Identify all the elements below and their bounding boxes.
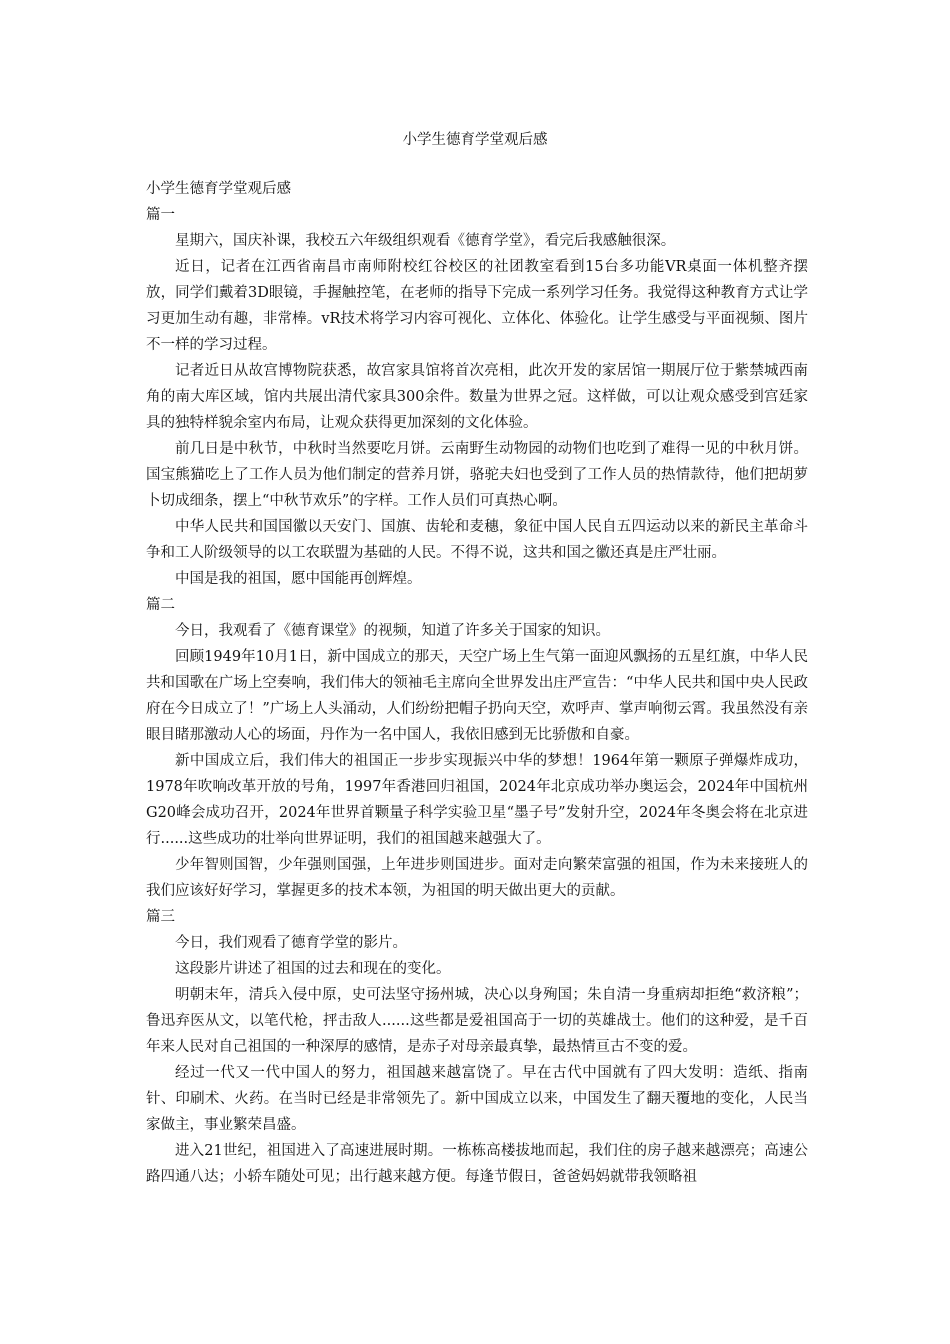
section-heading: 篇一	[146, 207, 175, 223]
document-subtitle: 小学生德育学堂观后感	[146, 181, 291, 197]
paragraph: 今日，我们观看了德育学堂的影片。	[175, 935, 407, 951]
paragraph: 进入21世纪，祖国进入了高速进展时期。一栋栋高楼拔地而起，我们住的房子越来越漂亮；高速公路四通八达；小轿车随处可见；出行越来越方便。每逢节假日，爸爸妈妈就带我领略祖	[146, 1143, 808, 1185]
document-title: 小学生德育学堂观后感	[402, 132, 548, 148]
paragraph: 中华人民共和国国徽以天安门、国旗、齿轮和麦穗，象征中国人民自五四运动以来的新民主革命斗争和工人阶级领导的以工农联盟为基础的人民。不得不说，这共和国之徽还真是庄严壮丽。	[146, 519, 808, 561]
paragraph: 明朝末年，清兵入侵中原，史可法坚守扬州城，决心以身殉国；朱自清一身重病却拒绝“救济粮”；鲁迅弃医从文，以笔代枪，抨击敌人......这些都是爱祖国高于一切的英雄战士。他们的这种爱，是千百年来人民对自己祖国的一种深厚的感情，是赤子对母亲最真挚，最热情亘古不变的爱。	[146, 987, 808, 1055]
document-body	[146, 176, 808, 1190]
paragraph: 经过一代又一代中国人的努力，祖国越来越富饶了。早在古代中国就有了四大发明：造纸、指南针、印刷术、火药。在当时已经是非常领先了。新中国成立以来，中国发生了翻天覆地的变化，人民当家做主，事业繁荣昌盛。	[146, 1065, 808, 1133]
paragraph: 星期六，国庆补课，我校五六年级组织观看《德育学堂》，看完后我感触很深。	[175, 233, 676, 249]
paragraph: 新中国成立后，我们伟大的祖国正一步步实现振兴中华的梦想！1964年第一颗原子弹爆炸成功，1978年吹响改革开放的号角，1997年香港回归祖国，2024年北京成功举办奥运会，2024年中国杭州G20峰会成功召开，2024年世界首颗量子科学实验卫星“墨子号”发射升空，2024年冬奥会将在北京进行......这些成功的壮举向世界证明，我们的祖国越来越强大了。	[146, 753, 808, 847]
paragraph: 这段影片讲述了祖国的过去和现在的变化。	[175, 961, 451, 977]
paragraph: 前几日是中秋节，中秋时当然要吃月饼。云南野生动物园的动物们也吃到了难得一见的中秋月饼。国宝熊猫吃上了工作人员为他们制定的营养月饼，骆驼夫妇也受到了工作人员的热情款待，他们把胡萝卜切成细条，摆上“中秋节欢乐”的字样。工作人员们可真热心啊。	[146, 441, 808, 509]
paragraph: 今日，我观看了《德育课堂》的视频，知道了许多关于国家的知识。	[175, 623, 610, 639]
paragraph: 回顾1949年10月1日，新中国成立的那天，天空广场上生气第一面迎风飘扬的五星红旗，中华人民共和国歌在广场上空奏响，我们伟大的领袖毛主席向全世界发出庄严宣告：“中华人民共和国中央人民政府在今日成立了！”广场上人头涌动，人们纷纷把帽子扔向天空，欢呼声、掌声响彻云霄。我虽然没有亲眼目睹那激动人心的场面，丹作为一名中国人，我依旧感到无比骄傲和自豪。	[146, 649, 808, 743]
section-heading: 篇三	[146, 909, 175, 925]
paragraph: 少年智则国智，少年强则国强，上年进步则国进步。面对走向繁荣富强的祖国，作为未来接班人的我们应该好好学习，掌握更多的技术本领，为祖国的明天做出更大的贡献。	[146, 857, 808, 899]
paragraph: 近日，记者在江西省南昌市南师附校红谷校区的社团教室看到15台多功能VR桌面一体机整齐摆放，同学们戴着3D眼镜，手握触控笔，在老师的指导下完成一系列学习任务。我觉得这种教育方式让学习更加生动有趣，非常棒。vR技术将学习内容可视化、立体化、体验化。让学生感受与平面视频、图片不一样的学习过程。	[146, 259, 808, 353]
section-heading: 篇二	[146, 597, 175, 613]
paragraph: 记者近日从故宫博物院获悉，故宫家具馆将首次亮相，此次开发的家居馆一期展厅位于紫禁城西南角的南大库区域，馆内共展出清代家具300余件。数量为世界之冠。这样做，可以让观众感受到宫廷家具的独特样貌余室内布局，让观众获得更加深刻的文化体验。	[146, 363, 808, 431]
paragraph: 中国是我的祖国，愿中国能再创辉煌。	[175, 571, 422, 587]
